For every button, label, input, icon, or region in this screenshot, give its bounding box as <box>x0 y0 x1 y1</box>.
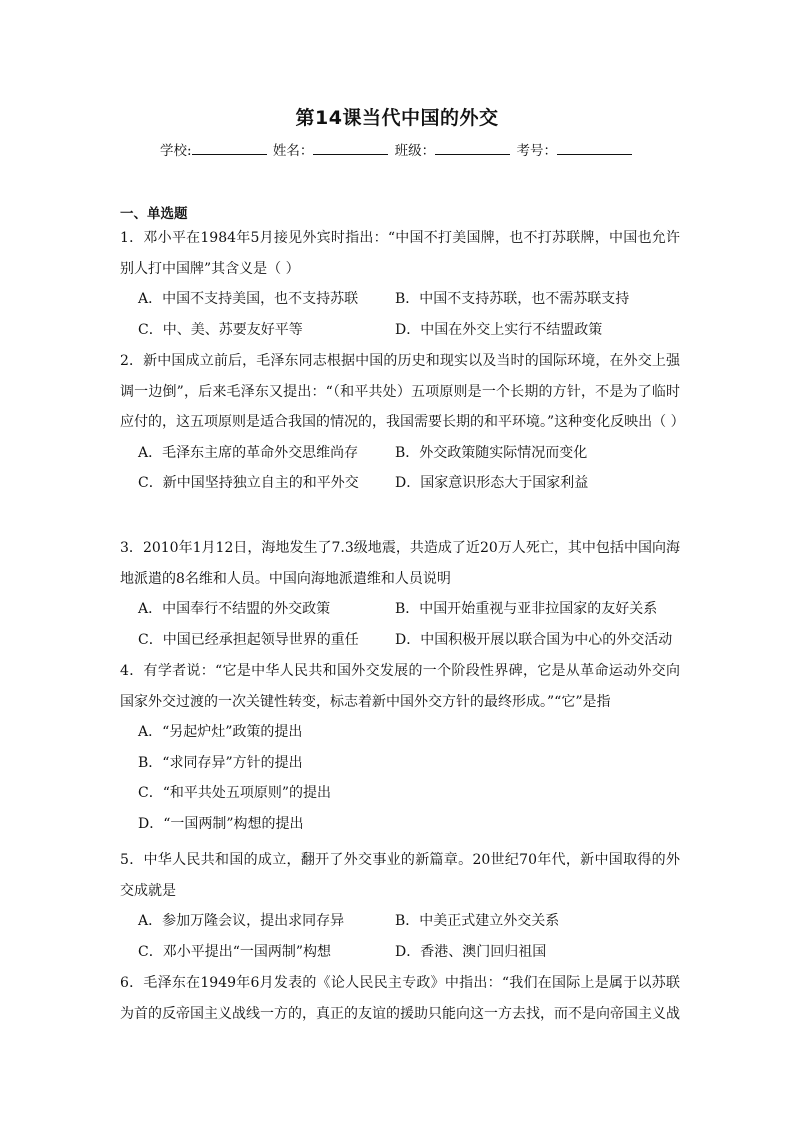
question-stem: 5．中华人民共和国的成立，翻开了外交事业的新篇章。20世纪70年代，新中国取得的外交成就是 <box>120 852 680 899</box>
options-group <box>120 906 680 967</box>
question-4 <box>120 656 680 839</box>
question-stem: 4．有学者说：“它是中华人民共和国外交发展的一个阶段性界碑，它是从革命运动外交向国家外交过渡的一次关键性转变，标志着新中国外交方针的最终形成。”“它”是指 <box>120 663 680 710</box>
question-stem: 6．毛泽东在1949年6月发表的《论人民民主专政》中指出：“我们在国际上是属于以苏联为首的反帝国主义战线一方的，真正的友谊的援助只能向这一方去找，而不是向帝国主义战 <box>120 975 680 1022</box>
section-heading: 一、单选题 <box>120 206 188 222</box>
option-b[interactable]: B．“求同存异”方针的提出 <box>138 754 303 771</box>
class-label: 班级： <box>394 143 436 159</box>
option-b[interactable]: B．中美正式建立外交关系 <box>395 913 560 929</box>
option-a[interactable]: A．参加万隆会议，提出求同存异 <box>138 913 345 929</box>
option-d[interactable]: D．中国积极开展以联合国为中心的外交活动 <box>395 631 673 648</box>
name-blank[interactable] <box>313 141 388 155</box>
options-group <box>120 438 680 499</box>
options-group <box>120 594 680 655</box>
student-info-line <box>0 139 794 159</box>
question-2 <box>120 346 685 499</box>
option-b[interactable]: B．外交政策随实际情况而变化 <box>395 444 588 461</box>
option-a[interactable]: A．中国奉行不结盟的外交政策 <box>138 601 331 617</box>
option-c[interactable]: C．新中国坚持独立自主的和平外交 <box>138 475 359 491</box>
question-5 <box>120 845 680 967</box>
question-stem: 1．邓小平在1984年5月接见外宾时指出：“中国不打美国牌，也不打苏联牌，中国也允许别人打中国牌”其含义是（ ） <box>120 230 680 277</box>
option-c[interactable]: C．邓小平提出“一国两制”构想 <box>138 943 332 960</box>
question-3 <box>120 533 680 655</box>
name-label: 姓名： <box>272 143 314 159</box>
page-title: 第14课当代中国的外交 <box>295 107 499 129</box>
option-a[interactable]: A．“另起炉灶”政策的提出 <box>138 724 303 740</box>
option-c[interactable]: C．中国已经承担起领导世界的重任 <box>138 631 359 648</box>
question-1 <box>120 223 680 345</box>
school-blank[interactable] <box>192 141 267 155</box>
question-stem: 3．2010年1月12日，海地发生了7.3级地震，共造成了近20万人死亡，其中包括中国向海地派遣的8名维和人员。中国向海地派遣维和人员说明 <box>120 540 680 587</box>
options-group <box>120 284 680 345</box>
exam-number-label: 考号： <box>516 143 557 159</box>
option-d[interactable]: D．香港、澳门回归祖国 <box>395 943 547 960</box>
question-stem: 2．新中国成立前后，毛泽东同志根据中国的历史和现实以及当时的国际环境，在外交上强调一边倒”，后来毛泽东又提出：“（和平共处）五项原则是一个长期的方针，不是为了临时应付的，这五项原则是适合我国的情况的，我国需要长期的和平环境。”这种变化反映出（ ） <box>120 353 685 430</box>
option-d[interactable]: D．中国在外交上实行不结盟政策 <box>395 321 603 338</box>
option-c[interactable]: C．“和平共处五项原则”的提出 <box>138 785 332 801</box>
option-d[interactable]: D．国家意识形态大于国家利益 <box>395 475 589 491</box>
school-label: 学校: <box>160 143 192 159</box>
option-c[interactable]: C．中、美、苏要友好平等 <box>138 321 303 338</box>
option-d[interactable]: D．“一国两制”构想的提出 <box>138 815 304 832</box>
option-a[interactable]: A．中国不支持美国，也不支持苏联 <box>138 291 359 307</box>
options-group <box>120 717 680 839</box>
option-b[interactable]: B．中国不支持苏联，也不需苏联支持 <box>395 291 630 307</box>
exam-number-blank[interactable] <box>557 141 632 155</box>
question-6 <box>120 968 680 1029</box>
class-blank[interactable] <box>435 141 510 155</box>
option-b[interactable]: B．中国开始重视与亚非拉国家的友好关系 <box>395 601 658 617</box>
option-a[interactable]: A．毛泽东主席的革命外交思维尚存 <box>138 444 359 461</box>
